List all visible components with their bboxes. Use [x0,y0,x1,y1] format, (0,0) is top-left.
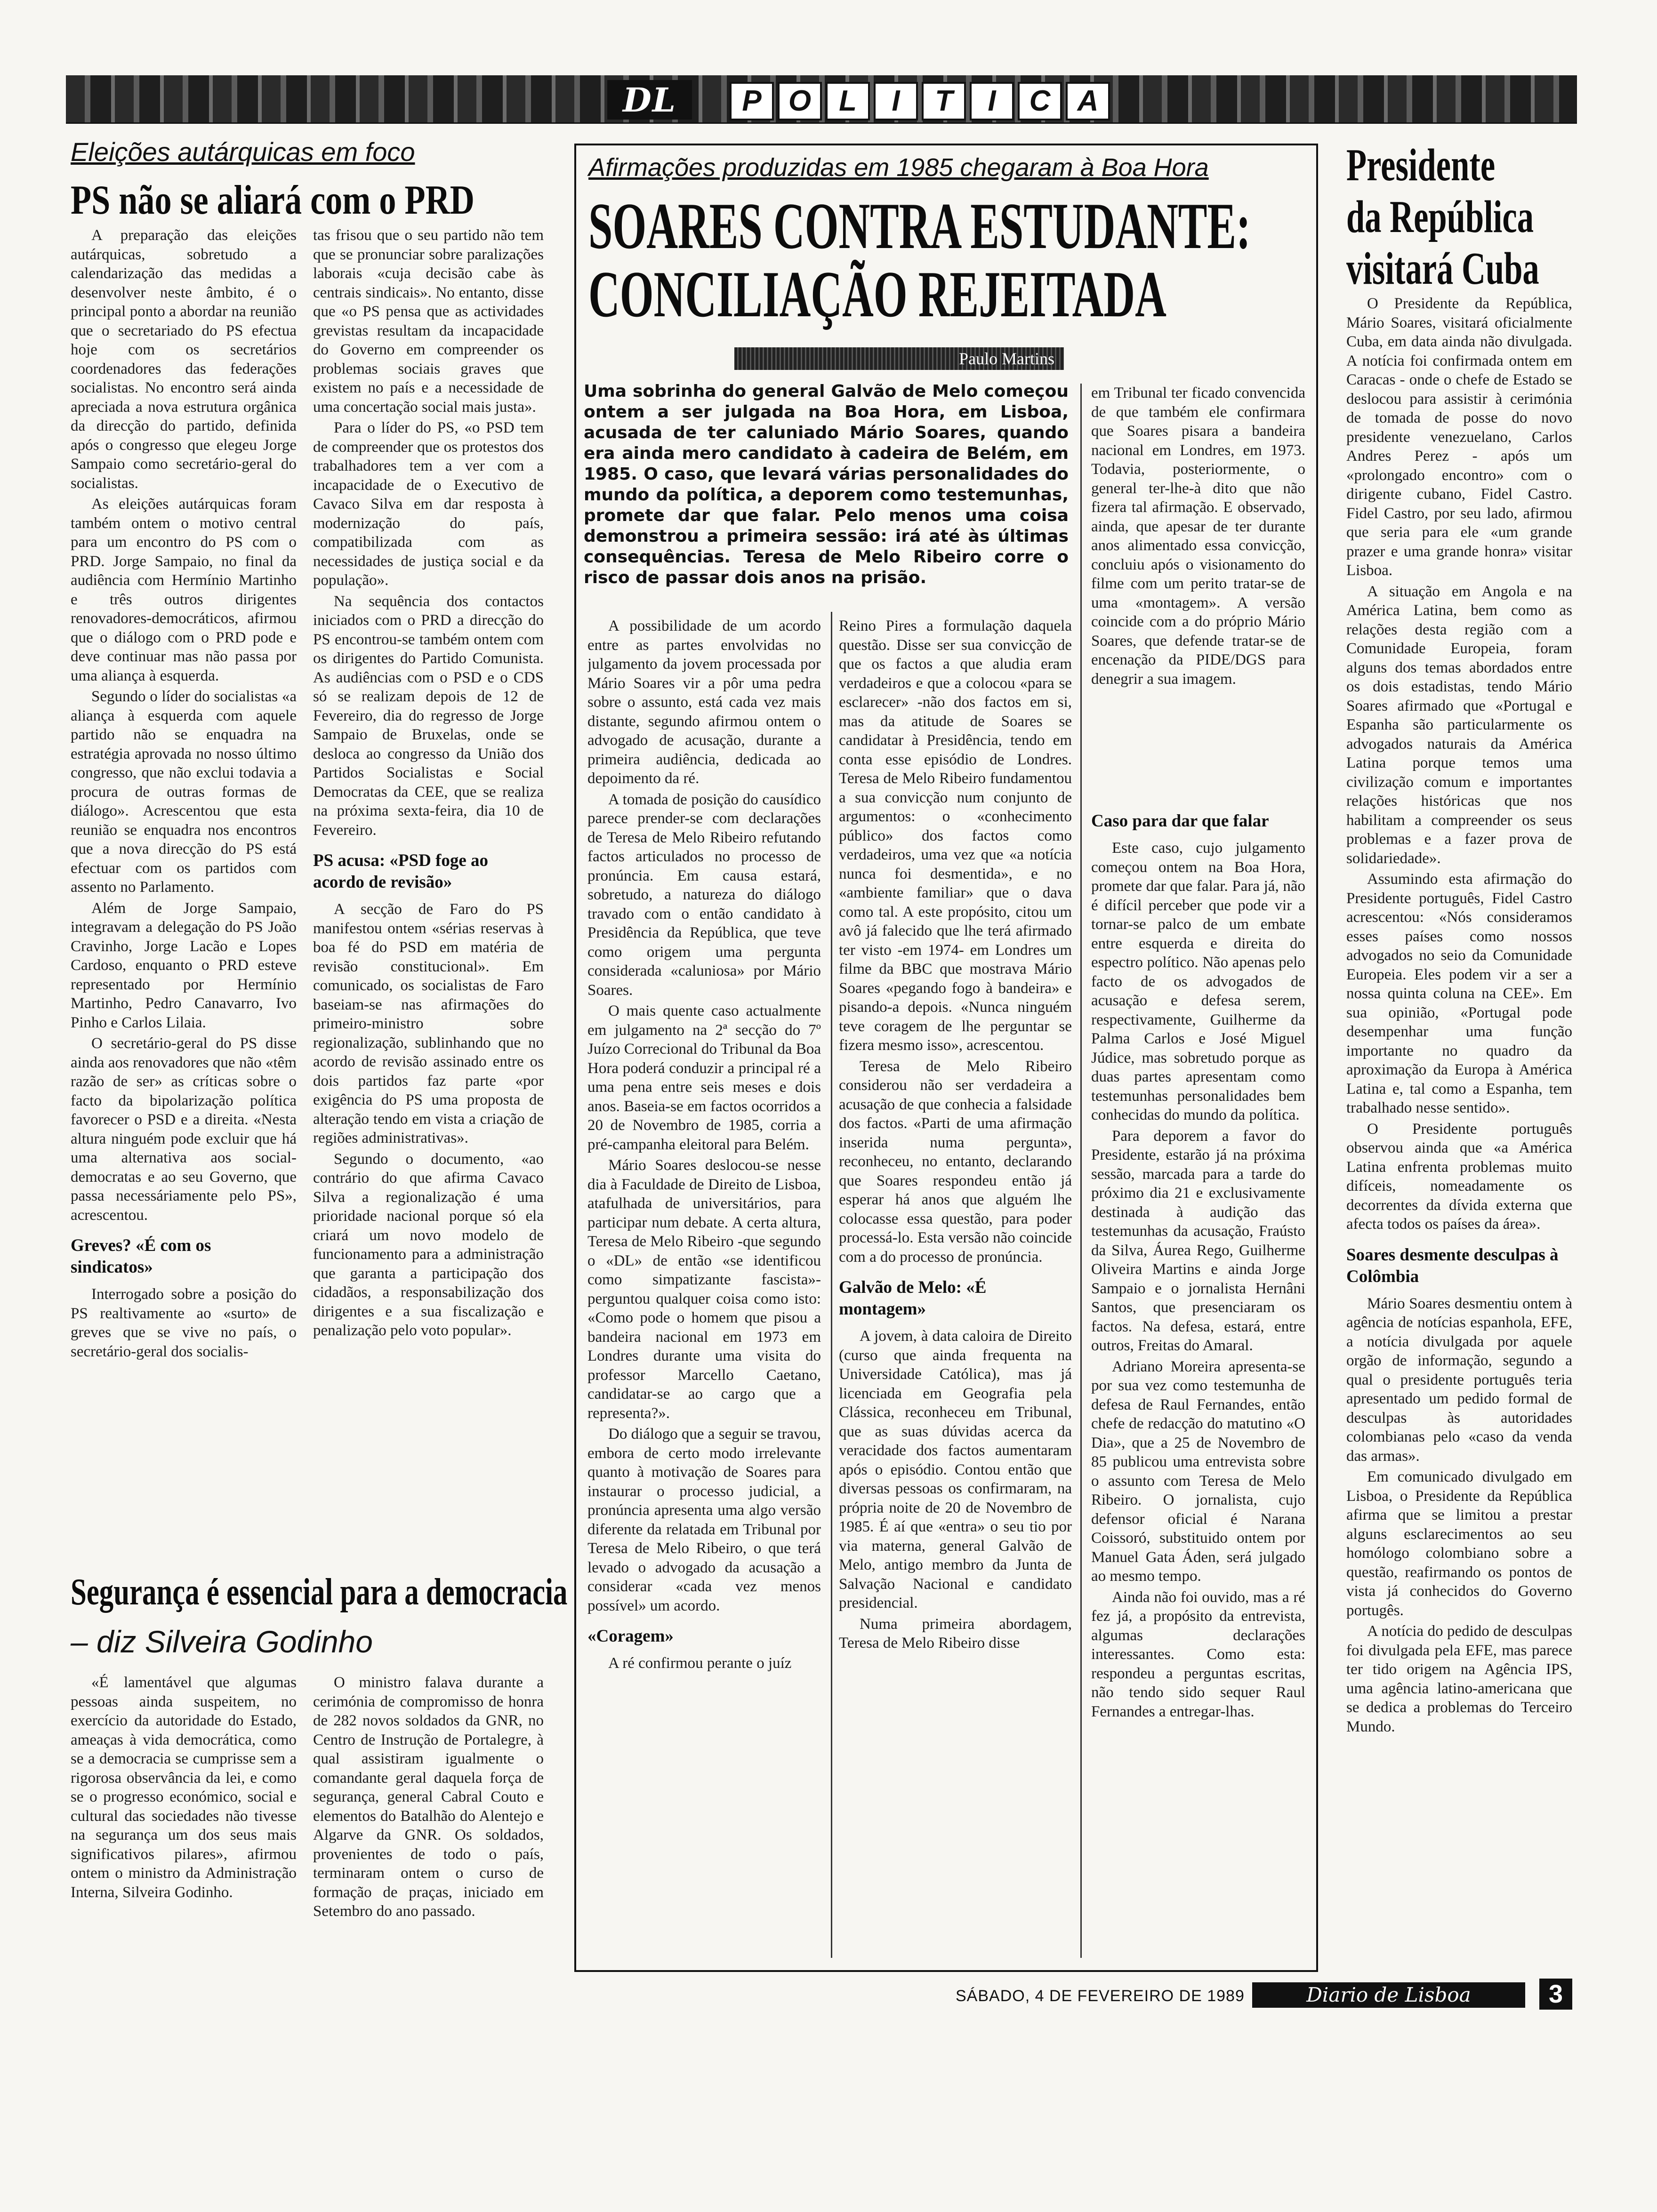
article3-kicker: Afirmações produzidas em 1985 chegaram à Boa Hora [588,153,1209,182]
paragraph: Além de Jorge Sampaio, integravam a delegação do PS João Cravinho, Jorge Lacão e Lopes Cardoso, enquanto o PRD esteve representado por Hermínio Martinho, Pedro Canavarro, Ivo Pinho e Carlos Lilaia. [71,899,297,1031]
article3-lead: Uma sobrinha do general Galvão de Melo começou ontem a ser julgada na Boa Hora, em Lisboa, acusada de ter caluniado Mário Soares, quando era ainda mero candidato à cadeira de Belém, em 1985. O caso, que levará várias personalidades do mundo da política, a deporem como testemunhas, promete dar que falar. Pelo menos uma coisa demonstrou a primeira sessão: irá até às últimas consequências. Teresa de Melo Ribeiro corre o risco de passar dois anos na prisão. [584,382,1069,587]
article3-subhead-caso: Caso para dar que falar [1091,811,1269,831]
article3-column-1 [587,617,821,1963]
section-letter: A [1066,82,1110,120]
article1-headline: PS não se aliará com o PRD [71,177,475,223]
article4-headline-line-3: visitará Cuba [1346,243,1539,294]
paragraph: Para deporem a favor do Presidente, estarão já na próxima sessão, marcada para a tarde do próximo dia 21 e exclusivamente destinada à audição das testemunhas da acusação, Fraústo da Silva, Áurea Rego, Guilherme Oliveira Martins e ainda Jorge Sampaio e o jornalista Hernâni Santos, que presenciaram os factos. Na defesa, estará, entre outros, Freitas do Amaral. [1091,1127,1305,1354]
footer-newspaper-name: Diario de Lisboa [1252,1982,1525,2008]
article4-column [1346,294,1572,1963]
paragraph: Mário Soares deslocou-se nesse dia à Faculdade de Direito de Lisboa, atafulhada de universitários, para participar num debate. A certa altura, Teresa de Melo Ribeiro -que segundo o «DL» de então «se identificou como simpatizante fascista»- perguntou qualquer coisa como isto: «Como pode o homem que pisou a bandeira nacional em 1973 em Londres durante uma visita do professor Marcello Caetano, candidatar-se ao cargo que a representa?». [587,1157,821,1422]
page-number: 3 [1539,1979,1572,2010]
article3-subhead-galvao: Galvão de Melo: «É montagem» [839,1278,987,1319]
article3-headline-line-2: CONCILIAÇÃO REJEITADA [588,258,1166,331]
paragraph: A preparação das eleições autárquicas, sobretudo a calendarização das medidas a desenvolver neste âmbito, é o principal ponto a abordar na reunião que o secretariado do PS efectua hoje com os secretários coordenadores das federações socialistas. No encontro será ainda apreciada a nova estrutura orgânica da direcção do partido, definida após o congresso que elegeu Jorge Sampaio como secretário-geral do socialistas. [71,227,297,492]
newspaper-logo: DL [607,80,692,120]
column-rule [831,612,832,1958]
paragraph: Ainda não foi ouvido, mas a ré fez já, a propósito da entrevista, algumas declarações interessantes. Como esta: respondeu a perguntas escritas, não tendo sido sequer Raul Fernandes a entregar-lhas. [1091,1588,1305,1720]
paragraph: Assumindo esta afirmação do Presidente português, Fidel Castro acrescentou: «Nós consideramos esses países como nossos advogados no seio da Comunidade Europeia. Eles podem vir a ser a nossa quinta coluna na CEE». Em sua opinião, «Portugal pode desempenhar uma função importante no quadro da aproximação da Europa à América Latina e, tal como a Espanha, tem trabalhado nesse sentido». [1346,871,1572,1116]
paragraph: em Tribunal ter ficado convencida de que também ele confirmara que Soares pisara a bandeira nacional em Londres, em 1973. Todavia, posteriormente, o general ter-lhe-à dito que não fizera tal afirmação. E observado, ainda, que apesar de ter durante anos alimentado essa convicção, concluiu após o visionamento do filme com um perito tratar-se de uma «montagem». A versão coincide com a do próprio Mário Soares, que defende tratar-se de encenação da PIDE/DGS para denegrir a sua imagem. [1091,385,1305,688]
section-letter: L [826,82,870,120]
article2-column-1 [71,1673,297,1974]
section-letter: C [1018,82,1062,120]
article2-subheadline: – diz Silveira Godinho [71,1624,373,1659]
article3-subhead-coragem: «Coragem» [587,1627,674,1646]
paragraph: «É lamentável que algumas pessoas ainda suspeitem, no exercício da autoridade do Estado, ameaças à vida democrática, como se a democracia se cumprisse sem a rigorosa observância da lei, e como se o progresso económico, social e cultural das sociedades não tivesse na segurança um dos seus mais significativos pilares», afirmou ontem o ministro da Administração Interna, Silveira Godinho. [71,1674,297,1901]
paragraph: Segundo o documento, «ao contrário do que afirma Cavaco Silva a regionalização é uma prioridade nacional porque só ela criará um novo modelo de funcionamento para a administração que garanta a participação dos cidadãos, a responsabilização dos dirigentes e a sua fiscalização e penalização pelo voto popular». [313,1150,544,1339]
paragraph: Este caso, cujo julgamento começou ontem na Boa Hora, promete dar que falar. Para já, não é difícil perceber que pode vir a tornar-se palco de um embate entre esquerda e direita do espectro político. Não apenas pelo facto de os advogados de acusação e defesa serem, respectivamente, Guilherme da Palma Carlos e José Miguel Júdice, mas sobretudo porque as duas partes apresentam como testemunhas personalidades bem conhecidas do mundo da política. [1091,840,1305,1123]
section-letter: P [730,82,774,120]
paragraph: Teresa de Melo Ribeiro considerou não ser verdadeira a acusação de que conhecia a falsidade dos factos. «Parti de uma afirmação inserida numa pergunta», reconheceu, no entanto, declarando que Soares respondeu então já esperar há anos que alguém lhe colocasse essa questão, para poder processá-lo. Esta versão não coincide com a do processo de pronúncia. [839,1058,1072,1266]
article1-kicker: Eleições autárquicas em foco [71,137,415,167]
footer-date: SÁBADO, 4 DE FEVEREIRO DE 1989 [956,1987,1245,2005]
paragraph: Interrogado sobre a posição do PS realtivamente ao «surto» de greves que se vive no país, o secretário-geral dos socialis- [71,1286,297,1360]
paragraph: A possibilidade de um acordo entre as partes envolvidas no julgamento da jovem processada por Mário Soares vir a pôr uma pedra sobre o assunto, está cada vez mais distante, segundo afirmou ontem o advogado de acusação, durante a primeira audiência, dedicada ao depoimento da ré. [587,617,821,787]
section-title [730,82,1110,120]
paragraph: Em comunicado divulgado em Lisboa, o Presidente da República afirma que se limitou a prestar alguns esclarecimentos ao seu homólogo colombiano sobre a questão, reafirmando os pontos de vista já conhecidos do Governo portugês. [1346,1468,1572,1619]
section-letter: O [778,82,822,120]
paragraph: Mário Soares desmentiu ontem à agência de notícias espanhola, EFE, a notícia divulgada por aquele orgão de informação, segundo a qual o presidente português teria apresentado um pedido formal de desculpas às autoridades colombianas pelo «caso da venda das armas». [1346,1295,1572,1465]
paragraph: O mais quente caso actualmente em julgamento na 2ª secção do 7º Juízo Correcional do Tribunal da Boa Hora poderá conduzir a principal ré a uma pena entre seis meses e dois anos. Baseia-se em factos ocorridos a 20 de Novembro de 1985, corria a pré-campanha eleitoral para Belém. [587,1002,821,1153]
paragraph: A secção de Faro do PS manifestou ontem «sérias reservas à boa fé do PSD em matéria de revisão constitucional». Em comunicado, os socialistas de Faro baseiam-se nas afirmações do primeiro-ministro sobre regionalização, sublinhando que no acordo de revisão assinado entre os dois partidos faz parte «por exigência do PS uma proposta de alteração tendo em vista a criação de regiões administrativas». [313,901,544,1146]
paragraph: A tomada de posição do causídico parece prender-se com declarações de Teresa de Melo Ribeiro refutando factos articulados no processo de pronúncia. Em causa estará, sobretudo, a natureza do diálogo travado com o então candidato à Presidência da República, que teve como origem uma pergunta considerada «caluniosa» por Mário Soares. [587,791,821,999]
paragraph: Na sequência dos contactos iniciados com o PRD a direcção do PS encontrou-se também ontem com os dirigentes do Partido Comunista. As audiências com o PSD e o CDS só se realizam depois de 12 de Fevereiro, dia do regresso de Jorge Sampaio de Bruxelas, onde se desloca ao congresso da União dos Partidos Socialistas e Social Democratas da CEE, que se realiza na próxima sexta-feira, dia 10 de Fevereiro. [313,593,544,839]
article1-column-1 [71,226,297,1558]
paragraph: Segundo o líder do socialistas «a aliança à esquerda com aquele partido não se enquadra na estratégia aprovada no nosso último congresso, que não exclui todavia a procura de outras formas de diálogo». Acrescentou que esta reunião se enquadra nos encontros que a nova direcção do PS está efectuar com os partidos com assento no Parlamento. [71,688,297,896]
column-rule [1080,384,1082,1958]
article2-column-2 [313,1673,544,1974]
article1-subhead-2: PS acusa: «PSD foge ao acordo de revisão» [313,851,489,892]
paragraph: tas frisou que o seu partido não tem que se pronunciar sobre paralizações laborais «cuja decisão cabe às centrais sindicais». No entanto, disse que «o PS pensa que as actividades grevistas resultam da incapacidade do Governo em compreender os problemas sociais graves que existem no país e a necessidade de uma concertação social mais justa». [313,227,544,416]
article2-headline: Segurança é essencial para a democracia [71,1571,568,1613]
article1-subhead-1: Greves? «É com os sindicatos» [71,1236,211,1277]
paragraph: O Presidente da República, Mário Soares, visitará oficialmente Cuba, em data ainda não divulgada. A notícia foi confirmada ontem em Caracas - onde o chefe de Estado se deslocou para assistir à cerimónia de tomada de posse do novo presidente venezuelano, Carlos Andres Perez - após um «prolongado encontro» com o dirigente cubano, Fidel Castro. Fidel Castro, por seu lado, afirmou que seria para ele «um grande prazer e uma grande honra» visitar Lisboa. [1346,295,1572,579]
paragraph: A ré confirmou perante o juíz [608,1655,792,1672]
paragraph: As eleições autárquicas foram também ontem o motivo central para um encontro do PS com o PRD. Jorge Sampaio, no final da audiência com Hermínio Martinho e três outros dirigentes renovadores-democráticos, afirmou que o diálogo com o PRD pode e deve continuar mas não passa por uma aliança à esquerda. [71,496,297,684]
section-letter: T [922,82,966,120]
paragraph: Numa primeira abordagem, Teresa de Melo Ribeiro disse [839,1615,1072,1651]
paragraph: Reino Pires a formulação daquela questão. Disse ser sua convicção de que os factos a que aludia eram verdadeiros e que a colocou «para se esclarecer» -não dos factos em si, mas da atitude de Soares se candidatar à Presidência, tendo em conta esse episódio de Londres. Teresa de Melo Ribeiro fundamentou a sua convicção num conjunto de argumentos: o «conhecimento público» dos factos como verdadeiros, uma vez que «a notícia nunca foi desmentida», e no «ambiente familiar» que o dava como tal. A este propósito, citou um avô já falecido que lhe terá afirmado ter visto -em 1974- em Londres um filme da BBC que mostrava Mário Soares «pegando fogo à bandeira» e pisando-a depois. «Nunca ninguém teve coragem de lhe perguntar se fizera mesmo isso», acrescentou. [839,617,1072,1054]
section-letter: I [970,82,1014,120]
paragraph: A jovem, à data caloira de Direito (curso que ainda frequenta na Universidade Católica), mas já licenciada em Geografia pela Clássica, reconheceu em Tribunal, que as suas dúvidas acerca da veracidade dos factos aumentaram após o episódio. Contou então que diversas pessoas os confirmaram, na própria noite de 20 de Novembro de 1985. É aí que «entra» o seu tio por via materna, general Galvão de Melo, antigo membro da Junta de Salvação Nacional e candidato presidencial. [839,1328,1072,1611]
paragraph: Do diálogo que a seguir se travou, embora de certo modo irrelevante quanto à motivação de Soares para instaurar o processo judicial, a pronúncia apresenta uma algo versão diferente da relatada em Tribunal por Teresa de Melo Ribeiro, o que terá levado o advogado da acusação a considerar «cada vez menos possível» um acordo. [587,1426,821,1614]
paragraph: Para o líder do PS, «o PSD tem de compreender que os protestos dos trabalhadores tem a ver com a incapacidade de o Executivo de Cavaco Silva em dar resposta à modernização do país, compatibilizada com as necessidades de justiça social e da população». [313,419,544,589]
paragraph: O secretário-geral do PS disse ainda aos renovadores que não «têm razão de ser» as críticas sobre o facto da bipolarização política favorecer o PSD e a direita. «Nesta altura ninguém pode excluir que há uma alternativa aos social-democratas e ao seu Governo, que passa necessáriamente pelo PS», acrescentou. [71,1035,297,1224]
article3-byline: Paulo Martins [734,347,1064,370]
article3-headline-line-1: SOARES CONTRA ESTUDANTE: [588,190,1251,263]
paragraph: A notícia do pedido de desculpas foi divulgada pela EFE, mas parece ter tido origem na Agência IPS, uma agência latino-americana que se dedica a problemas do Terceiro Mundo. [1346,1623,1572,1735]
article4-headline-line-1: Presidente [1346,140,1496,191]
article4-headline-line-2: da República [1346,192,1534,242]
article1-column-2 [313,226,544,1558]
article4-subhead: Soares desmente desculpas à Colômbia [1346,1245,1559,1286]
paragraph: O Presidente português observou ainda que «a América Latina enfrenta problemas muito difíceis, nomeadamente os decorrentes da dívida externa que afecta todos os países da área». [1346,1120,1572,1233]
paragraph: Adriano Moreira apresenta-se por sua vez como testemunha de defesa de Raul Fernandes, então chefe de redacção do matutino «O Dia», que a 25 de Novembro de 85 publicou uma entrevista sobre o assunto com Teresa de Melo Ribeiro. O jornalista, cujo defensor oficial é Narana Coissoró, substituido ontem por Manuel Gata Áden, será julgado ao mesmo tempo. [1091,1358,1305,1585]
article3-column-2 [839,617,1072,1963]
article3-column-3 [1091,800,1305,1963]
article3-column-3-top [1091,384,1305,741]
paragraph: O ministro falava durante a cerimónia de compromisso de honra de 282 novos soldados da GNR, no Centro de Instrução de Portalegre, à qual assistiram igualmente o comandante geral daquela força de segurança, general Cabral Couto e elementos do Batalhão do Alentejo e Algarve da GNR. Os soldados, provenientes de todo o país, terminaram ontem o curso de formação de praças, iniciado em Setembro do ano passado. [313,1674,544,1920]
section-letter: I [874,82,918,120]
paragraph: A situação em Angola e na América Latina, bem como as relações desta região com a Comunidade Europeia, foram alguns dos temas abordados entre os dois estadistas, tendo Mário Soares afirmado que «Portugal e Espanha são particularmente os advogados naturais da América Latina porque temos uma civilização comum e importantes relações históricas que nos habilitam a compreender os seus problemas e a fazer prova de solidariedade». [1346,583,1572,867]
